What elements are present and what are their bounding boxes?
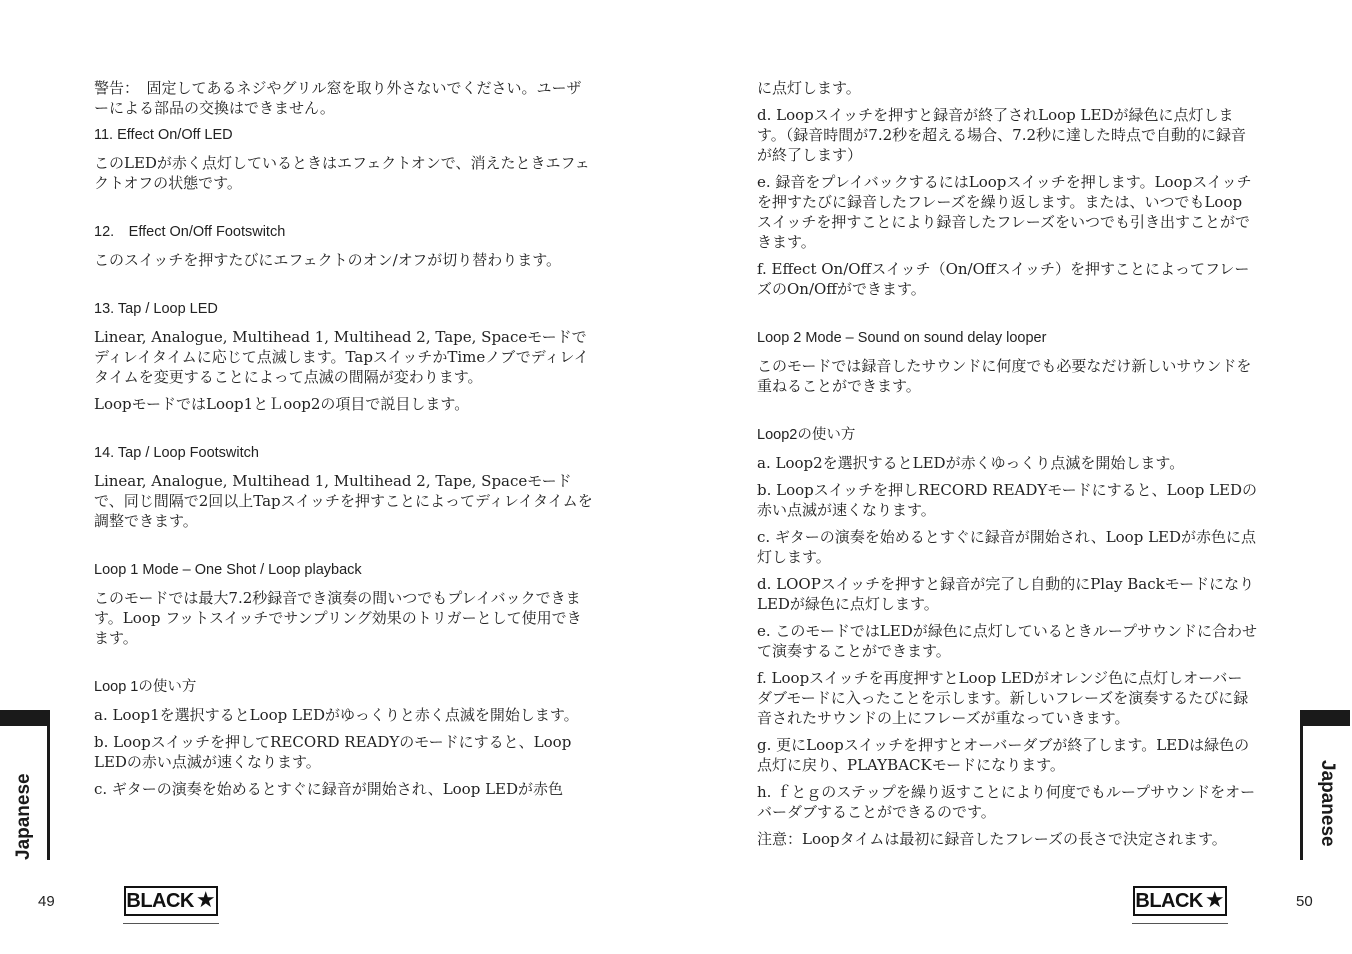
section-gap xyxy=(94,277,594,299)
footer-rule-left xyxy=(123,923,219,924)
language-side-tab-right xyxy=(1300,710,1350,878)
paragraph: 注意：Loopタイムは最初に録音したフレーズの長さで決定されます。 xyxy=(757,830,1227,848)
paragraph: LoopモードではLoop1とＬoop2の項目で説目します。 xyxy=(94,395,470,413)
paragraph: e. このモードではLEDが緑色に点灯しているときループサウンドに合わせて演奏することができます。 xyxy=(757,622,1258,660)
footer-rule-right xyxy=(1132,923,1228,924)
section-gap xyxy=(757,306,1257,328)
section-heading: 14. Tap / Loop Footswitch xyxy=(94,445,259,461)
paragraph: b. Loopスイッチを押しRECORD READYモードにすると、Loop LEDの赤い点滅が速くなります。 xyxy=(757,481,1258,519)
section-heading: Loop 1の使い方 xyxy=(94,679,197,695)
paragraph: Linear, Analogue, Multihead 1, Multihead 2, Tape, Spaceモードでディレイタイムに応じて点滅します。TapスイッチかTimeノブでディレイタイムを変更することによって点滅の間隔が変わります。 xyxy=(94,328,589,386)
star-icon: ★ xyxy=(1204,888,1225,913)
section-gap xyxy=(94,421,594,443)
section-gap xyxy=(757,403,1257,425)
section-gap xyxy=(94,655,594,677)
paragraph: このLEDが赤く点灯しているときはエフェクトオンで、消えたときエフェクトオフの状態です。 xyxy=(94,154,590,192)
paragraph: d. Loopスイッチを押すと録音が終了されLoop LEDが緑色に点灯します。（録音時間が7.2秒を超える場合、7.2秒に達した時点で自動的に録音が終了します） xyxy=(757,106,1247,164)
page-number-left: 49 xyxy=(38,893,55,910)
section-gap xyxy=(94,538,594,560)
paragraph: a. Loop1を選択するとLoop LEDがゆっくりと赤く点滅を開始します。 xyxy=(94,706,579,724)
section-heading: Loop 2 Mode – Sound on sound delay looper xyxy=(757,330,1047,346)
section-heading: 12. Effect On/Off Footswitch xyxy=(94,224,286,240)
language-side-tab-left xyxy=(0,710,50,878)
paragraph: に点灯します。 xyxy=(757,79,861,97)
star-icon: ★ xyxy=(195,888,216,913)
logo-text: BLACK xyxy=(1135,889,1203,912)
paragraph: g. 更にLoopスイッチを押すとオーバーダブが終了します。LEDは緑色の点灯に戻り、PLAYBACKモードになります。 xyxy=(757,736,1250,774)
side-tab-label: Japanese xyxy=(13,773,34,860)
paragraph: 警告： 固定してあるネジやグリル窓を取り外さないでください。ユーザーによる部品の交換はできません。 xyxy=(94,79,582,117)
paragraph: a. Loop2を選択するとLEDが赤くゆっくり点滅を開始します。 xyxy=(757,454,1185,472)
paragraph: Linear, Analogue, Multihead 1, Multihead 2, Tape, Spaceモードで、同じ間隔で2回以上Tapスイッチを押すことによってディレイタイムを調整できます。 xyxy=(94,472,593,530)
paragraph: f. Effect On/Offスイッチ（On/Offスイッチ）を押すことによってフレーズのOn/Offができます。 xyxy=(757,260,1250,298)
side-tab-label: Japanese xyxy=(1317,760,1338,847)
section-heading: Loop 1 Mode – One Shot / Loop playback xyxy=(94,562,362,578)
right-page-content xyxy=(757,78,1257,856)
paragraph: h. ｆとｇのステップを繰り返すことにより何度でもループサウンドをオーバーダブすることができるのです。 xyxy=(757,783,1256,821)
logo-text: BLACK xyxy=(126,889,194,912)
paragraph: c. ギターの演奏を始めるとすぐに録音が開始され、Loop LEDが赤色 xyxy=(94,780,564,798)
paragraph: このモードでは録音したサウンドに何度でも必要なだけ新しいサウンドを重ねることができます。 xyxy=(757,357,1252,395)
paragraph: b. Loopスイッチを押してRECORD READYのモードにすると、Loop LEDの赤い点滅が速くなります。 xyxy=(94,733,577,771)
section-heading: 11. Effect On/Off LED xyxy=(94,127,233,143)
section-gap xyxy=(94,200,594,222)
page-number-right: 50 xyxy=(1296,893,1313,910)
paragraph: このスイッチを押すたびにエフェクトのオン/オフが切り替わります。 xyxy=(94,251,562,269)
section-heading: Loop2の使い方 xyxy=(757,427,856,443)
brand-logo-right xyxy=(1133,886,1227,916)
left-page-content xyxy=(94,78,594,806)
section-heading: 13. Tap / Loop LED xyxy=(94,301,218,317)
paragraph: f. Loopスイッチを再度押すとLoop LEDがオレンジ色に点灯しオーバーダブモードに入ったことを示します。新しいフレーズを演奏するたびに録音されたサウンドの上にフレーズが重なっていきます。 xyxy=(757,669,1249,727)
paragraph: c. ギターの演奏を始めるとすぐに録音が開始され、Loop LEDが赤色に点灯します。 xyxy=(757,528,1257,566)
paragraph: d. LOOPスイッチを押すと録音が完了し自動的にPlay Backモードになり LEDが緑色に点灯します。 xyxy=(757,575,1259,613)
paragraph: e. 録音をプレイバックするにはLoopスイッチを押します。Loopスイッチを押すたびに録音したフレーズを繰り返します。または、いつでもLoopスイッチを押すことにより録音したフレーズをいつでも引き出すことができます。 xyxy=(757,173,1252,251)
paragraph: このモードでは最大7.2秒録音でき演奏の間いつでもプレイバックできます。Loop フットスイッチでサンプリング効果のトリガーとして使用できます。 xyxy=(94,589,582,647)
brand-logo-left xyxy=(124,886,218,916)
